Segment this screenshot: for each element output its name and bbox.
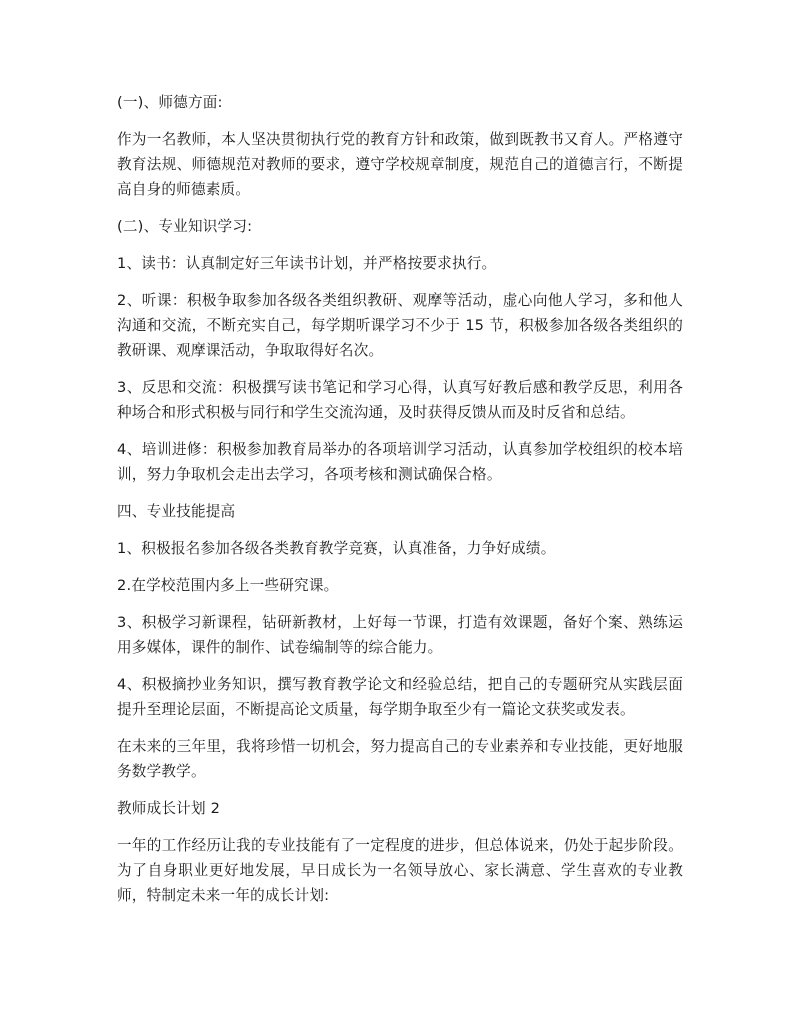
section-heading-knowledge: (二)、专业知识学习:	[117, 218, 253, 235]
list-item-training: 4、培训进修：积极参加教育局举办的各项培训学习活动，认真参加学校组织的校本培训，努力争取机会走出去学习，各项考核和测试确保合格。	[117, 441, 683, 483]
paragraph-conclusion: 在未来的三年里，我将珍惜一切机会，努力提高自己的专业素养和专业技能，更好地服务数学教学。	[117, 738, 683, 780]
section-title-plan-2: 教师成长计划 2	[117, 800, 221, 817]
list-item-lessons: 2、听课：积极争取参加各级各类组织教研、观摩等活动，虚心向他人学习，多和他人沟通和交流，不断充实自己，每学期听课学习不少于 15 节，积极参加各级各类组织的教研课、观摩课活动，争取取得好名次。	[117, 292, 683, 359]
list-item-competition: 1、积极报名参加各级各类教育教学竞赛，认真准备，力争好成绩。	[117, 540, 556, 557]
list-item-research-lessons: 2.在学校范围内多上一些研究课。	[117, 577, 339, 594]
list-item-reflection: 3、反思和交流：积极撰写读书笔记和学习心得，认真写好教后感和教学反思，利用各种场合和形式积极与同行和学生交流沟通，及时获得反馈从而及时反省和总结。	[117, 379, 683, 421]
list-item-new-curriculum: 3、积极学习新课程，钻研新教材，上好每一节课，打造有效课题，备好个案、熟练运用多媒体，课件的制作、试卷编制等的综合能力。	[117, 614, 683, 656]
paragraph-ethics: 作为一名教师，本人坚决贯彻执行党的教育方针和政策，做到既教书又育人。严格遵守教育法规、师德规范对教师的要求，遵守学校规章制度，规范自己的道德言行，不断提高自身的师德素质。	[117, 131, 683, 198]
paragraph-plan-2-intro: 一年的工作经历让我的专业技能有了一定程度的进步，但总体说来，仍处于起步阶段。为了自身职业更好地发展，早日成长为一名领导放心、家长满意、学生喜欢的专业教师，特制定未来一年的成长计划:	[117, 837, 683, 904]
list-item-reading: 1、读书：认真制定好三年读书计划，并严格按要求执行。	[117, 255, 497, 272]
section-heading-ethics: (一)、师德方面:	[117, 94, 223, 111]
document-body	[117, 90, 683, 920]
list-item-papers: 4、积极摘抄业务知识，撰写教育教学论文和经验总结，把自己的专题研究从实践层面提升至理论层面，不断提高论文质量，每学期争取至少有一篇论文获奖或发表。	[117, 676, 683, 718]
section-heading-skills: 四、专业技能提高	[117, 503, 236, 520]
